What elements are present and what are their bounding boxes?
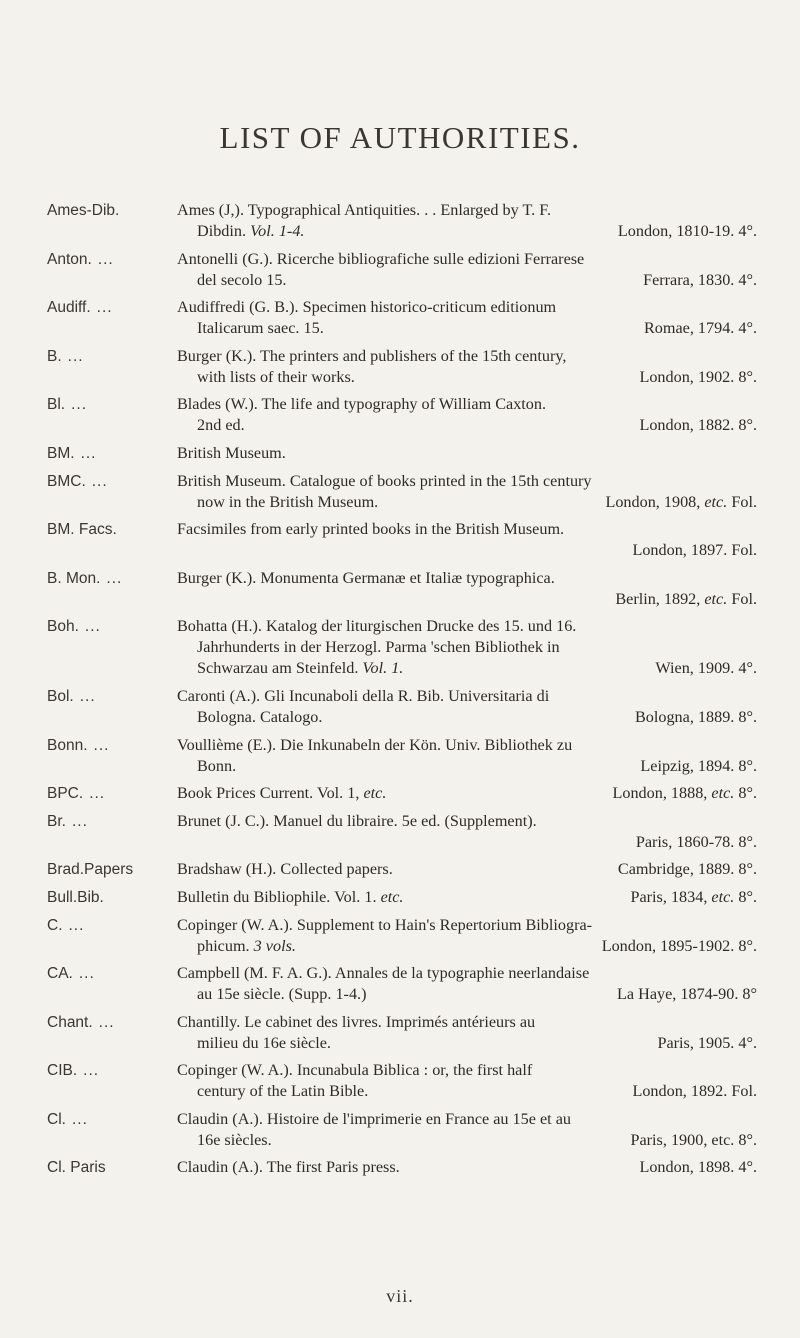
abbreviation: Chant. ... bbox=[47, 1013, 115, 1031]
abbreviation: BPC. ... bbox=[47, 785, 106, 803]
citation: Voullième (E.). Die Inkunabeln der Kön. Univ. Bibliothek zu Bonn. Leipzig, 1894. 8°. bbox=[177, 735, 757, 775]
list-item bbox=[0, 1157, 800, 1178]
abbreviation: CIB. ... bbox=[47, 1062, 100, 1080]
abbreviation: Anton. ... bbox=[47, 250, 114, 268]
citation: Blades (W.). The life and typography of William Caxton. 2nd ed. London, 1882. 8°. bbox=[177, 395, 757, 435]
citation: Bradshaw (H.). Collected papers. Cambridge, 1889. 8°. bbox=[177, 860, 757, 879]
abbreviation: Br. ... bbox=[47, 812, 88, 830]
list-item bbox=[0, 568, 800, 610]
list-item bbox=[0, 887, 800, 908]
citation: Copinger (W. A.). Supplement to Hain's Repertorium Bibliogra- phicum. 3 vols. London, 1895-1902. 8°. bbox=[177, 915, 757, 955]
citation: Claudin (A.). The first Paris press. London, 1898. 4°. bbox=[177, 1158, 757, 1177]
citation: Ames (J,). Typographical Antiquities. . . Enlarged by T. F. Dibdin. Vol. 1-4. London, 1810-19. 4°. bbox=[177, 201, 757, 240]
list-item bbox=[0, 1060, 800, 1102]
list-item bbox=[0, 443, 800, 464]
abbreviation: Bonn. ... bbox=[47, 736, 110, 754]
list-item bbox=[0, 394, 800, 436]
list-item bbox=[0, 519, 800, 561]
list-item bbox=[0, 915, 800, 957]
abbreviation: Ames-Dib. bbox=[47, 202, 120, 219]
list-item bbox=[0, 1109, 800, 1151]
citation: Book Prices Current. Vol. 1, etc. London, 1888, etc. 8°. bbox=[177, 784, 757, 803]
list-item bbox=[0, 200, 800, 242]
page-title: LIST OF AUTHORITIES. bbox=[219, 120, 581, 155]
abbreviation: Cl. ... bbox=[47, 1110, 88, 1128]
abbreviation: B. ... bbox=[47, 347, 84, 365]
list-item bbox=[0, 616, 800, 679]
abbreviation: C. ... bbox=[47, 916, 85, 934]
list-item bbox=[0, 859, 800, 880]
citation: Campbell (M. F. A. G.). Annales de la typographie neerlandaise au 15e siècle. (Supp. 1-4.) La Haye, 1874-90. 8° bbox=[177, 964, 757, 1004]
citation: Burger (K.). Monumenta Germanæ et Italiæ typographica. Berlin, 1892, etc. Fol. bbox=[177, 568, 757, 608]
abbreviation: Cl. Paris bbox=[47, 1159, 106, 1177]
abbreviation: BMC. ... bbox=[47, 472, 108, 490]
abbreviation: BM. Facs. bbox=[47, 521, 117, 539]
citation: Audiffredi (G. B.). Specimen historico-criticum editionum Italicarum saec. 15. Romae, 1794. 4°. bbox=[177, 298, 757, 338]
abbreviation: Bull.Bib. bbox=[47, 888, 104, 906]
citation: Chantilly. Le cabinet des livres. Imprimés antérieurs au milieu du 16e siècle. Paris, 1905. 4°. bbox=[177, 1012, 757, 1052]
citation: Bohatta (H.). Katalog der liturgischen Drucke des 15. und 16. Jahrhunderts in der Herzogl. Parma 'schen Bibliothek in Schwarzau am Steinfeld. Vol. 1. Wien, 1909. 4°. bbox=[177, 617, 757, 678]
abbreviation: CA. ... bbox=[47, 965, 95, 983]
citation: British Museum. Catalogue of books printed in the 15th century now in the British Museum. London, 1908, etc. Fol. bbox=[177, 471, 757, 511]
citation: Caronti (A.). Gli Incunaboli della R. Bib. Universitaria di Bologna. Catalogo. Bologna, 1889. 8°. bbox=[177, 686, 757, 726]
citation: Bulletin du Bibliophile. Vol. 1. etc. Paris, 1834, etc. 8°. bbox=[177, 887, 757, 906]
abbreviation: Boh. ... bbox=[47, 618, 101, 636]
list-item bbox=[0, 249, 800, 291]
abbreviation: B. Mon. ... bbox=[47, 569, 123, 587]
authorities-list bbox=[0, 200, 800, 1185]
list-item bbox=[0, 963, 800, 1005]
citation: British Museum. bbox=[177, 443, 286, 462]
abbreviation: Brad.Papers bbox=[47, 861, 134, 879]
citation: Antonelli (G.). Ricerche bibliografiche sulle edizioni Ferrarese del secolo 15. Ferrara, 1830. 4°. bbox=[177, 249, 757, 289]
list-item bbox=[0, 811, 800, 853]
list-item bbox=[0, 471, 800, 513]
list-item bbox=[0, 297, 800, 339]
list-item bbox=[0, 686, 800, 728]
list-item bbox=[0, 346, 800, 388]
citation: Facsimiles from early printed books in the British Museum. London, 1897. Fol. bbox=[177, 520, 757, 560]
abbreviation: Audiff. ... bbox=[47, 299, 113, 317]
page-number: vii. bbox=[386, 1286, 414, 1306]
abbreviation: Bol. ... bbox=[47, 687, 96, 705]
list-item bbox=[0, 783, 800, 804]
citation: Claudin (A.). Histoire de l'imprimerie en France au 15e et au 16e siècles. Paris, 1900, etc. 8°. bbox=[177, 1109, 757, 1149]
citation: Burger (K.). The printers and publishers of the 15th century, with lists of their works. London, 1902. 8°. bbox=[177, 346, 757, 386]
citation: Copinger (W. A.). Incunabula Biblica : or, the first half century of the Latin Bible. London, 1892. Fol. bbox=[177, 1061, 757, 1101]
list-item bbox=[0, 1012, 800, 1054]
citation: Brunet (J. C.). Manuel du libraire. 5e ed. (Supplement). Paris, 1860-78. 8°. bbox=[177, 811, 757, 851]
abbreviation: Bl. ... bbox=[47, 396, 88, 414]
list-item bbox=[0, 735, 800, 777]
abbreviation: BM. ... bbox=[47, 444, 97, 462]
